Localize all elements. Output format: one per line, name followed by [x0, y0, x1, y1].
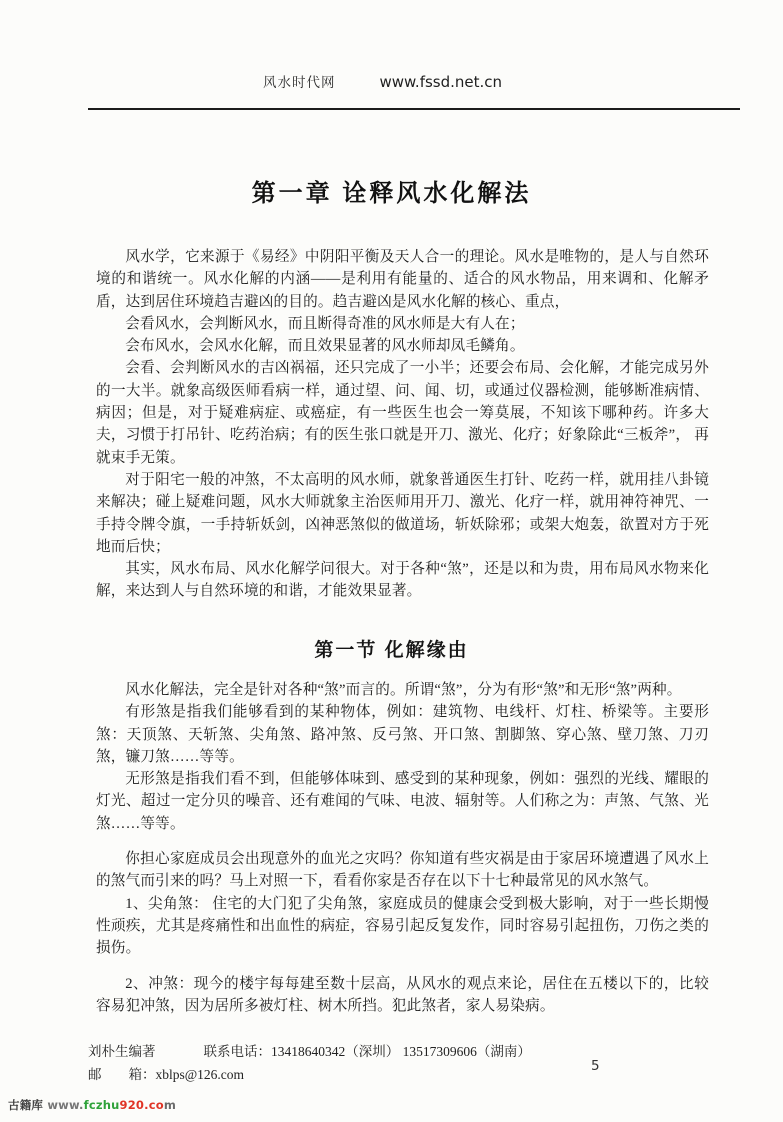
section-paragraphs: [96, 679, 709, 1017]
site-url: www.fssd.net.cn: [379, 73, 503, 91]
watermark-part: www.: [47, 1098, 84, 1112]
site-name: 风水时代网: [263, 75, 336, 90]
paragraph: 有形煞是指我们能够看到的某种物体，例如：建筑物、电线杆、灯柱、桥梁等。主要形煞：天顶煞、天斩煞、尖角煞、路冲煞、反弓煞、开口煞、割脚煞、穿心煞、壁刀煞、刀刃煞，镰刀煞……等等。: [96, 704, 709, 765]
footer-contact-line: [88, 1040, 531, 1063]
paragraph: 风水化解法，完全是针对各种“煞”而言的。所谓“煞”，分为有形“煞”和无形“煞”两种。: [125, 682, 682, 698]
paragraph: 其实，风水布局、风水化解学问很大。对于各种“煞”，还是以和为贵，用布局风水物来化解，来达到人与自然环境的和谐，才能效果显著。: [96, 561, 709, 600]
header-divider: [88, 108, 740, 110]
watermark-part: 古籍库: [8, 1098, 48, 1112]
paragraph: 无形煞是指我们看不到，但能够体味到、感受到的某种现象，例如：强烈的光线、耀眼的灯光、超过一定分贝的噪音、还有难闻的气味、电波、辐射等。人们称之为：声煞、气煞、光煞……等等。: [96, 771, 709, 832]
contact-email: 邮 箱：xblps@126.com: [88, 1067, 245, 1082]
intro-paragraphs: [96, 246, 709, 603]
site-watermark: [8, 1097, 176, 1113]
page-footer: [88, 1040, 531, 1086]
paragraph: 风水学，它来源于《易经》中阴阳平衡及天人合一的理论。风水是唯物的，是人与自然环境的和谐统一。风水化解的内涵——是利用有能量的、适合的风水物品，用来调和、化解矛盾，达到居住环境趋吉避凶的目的。趋吉避凶是风水化解的核心、重点，: [96, 249, 709, 310]
paragraph: 2、冲煞：现今的楼宇每每建至数十层高，从风水的观点来论，居住在五楼以下的，比较容易犯冲煞，因为居所多被灯柱、树木所挡。犯此煞者，家人易染病。: [96, 975, 709, 1014]
section-title: 第一节 化解缘由: [314, 639, 469, 661]
author-credit: 刘朴生编著: [88, 1044, 156, 1059]
paragraph: 会看、会判断风水的吉凶祸福，还只完成了一小半；还要会布局、会化解，才能完成另外的一大半。就象高级医师看病一样，通过望、问、闻、切，或通过仪器检测，能够断准病情、病因；但是，对于疑难病症、或癌症，有一些医生也会一筹莫展，不知该下哪种药。许多大夫，习惯于打吊针、吃药治病；有的医生张口就是开刀、激光、化疗；好象除此“三板斧”， 再就束手无策。: [96, 360, 709, 466]
contact-phones: 联系电话：13418640342（深圳） 13517309606（湖南）: [203, 1044, 531, 1059]
watermark-part: 920.co: [119, 1098, 164, 1112]
page-number: 5: [591, 1058, 600, 1074]
footer-email-line: [88, 1063, 531, 1086]
chapter-title: 第一章 诠释风水化解法: [251, 180, 532, 208]
paragraph: 你担心家庭成员会出现意外的血光之灾吗？你知道有些灾祸是由于家居环境遭遇了风水上的煞气而引来的吗？马上对照一下，看看你家是否存在以下十七种最常见的风水煞气。: [96, 851, 709, 890]
paragraph: 对于阳宅一般的冲煞，不太高明的风水师，就象普通医生打针、吃药一样，就用挂八卦镜来解决；碰上疑难问题，风水大师就象主治医师用开刀、激光、化疗一样，就用神符神咒、一手持令牌令旗，一手持斩妖剑，凶神恶煞似的做道场，斩妖除邪；或架大炮轰，欲置对方于死地而后快；: [96, 471, 709, 555]
paragraph: 会看风水，会判断风水，而且断得奇准的风水师是大有人在；: [125, 315, 525, 332]
watermark-part: m: [163, 1098, 176, 1112]
paragraph: 1、尖角煞： 住宅的大门犯了尖角煞，家庭成员的健康会受到极大影响，对于一些长期慢性顽疾，尤其是疼痛性和出血性的病症，容易引起反复发作，同时容易引起扭伤，刀伤之类的损伤。: [96, 895, 709, 957]
paragraph: 会布风水，会风水化解，而且效果显著的风水师却凤毛鳞角。: [125, 338, 525, 355]
page-header: [263, 71, 502, 91]
watermark-part: fczhu: [83, 1098, 120, 1112]
